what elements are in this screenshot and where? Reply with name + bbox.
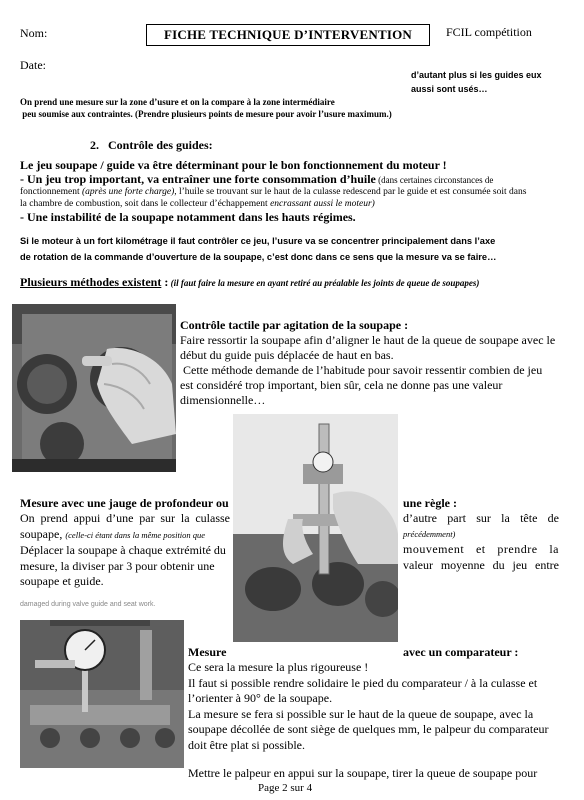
bullet-oil-line2-italic: (après une forte charge), — [82, 187, 177, 197]
methods-note: (il faut faire la mesure en ayant retiré au préalable les joints de queue de soupapes) — [168, 278, 480, 288]
continued-note-line1: d’autant plus si les guides eux — [411, 70, 542, 80]
tactile-line3: Cette méthode demande de l’habitude pour savoir ressentir combien de jeu — [180, 363, 543, 377]
depth-title-left: Mesure avec une jauge de profondeur ou — [20, 496, 229, 510]
comparator-line3: l’orienter à 90° de la soupape. — [188, 691, 333, 705]
depth-body-right — [403, 511, 559, 573]
depth-body-left — [20, 511, 230, 590]
date-label: Date: — [20, 58, 46, 72]
depth-right-line2-italic: précédemment) — [403, 528, 456, 539]
comparator-line5: soupape décollée de sont siège de quelques mm, le palpeur du comparateur — [188, 722, 549, 736]
section-heading: 2. Contrôle des guides: — [90, 138, 213, 152]
comparator-line7: Mettre le palpeur en appui sur la soupape, tirer la queue de soupape pour — [188, 766, 538, 780]
tactile-line1: Faire ressortir la soupape afin d’aligner le haut de la queue de soupape avec le — [180, 333, 556, 347]
bullet-oil-line2-text-b: l’huile se trouvant sur le haut de la culasse redescend par le guide et est consumée soit dans — [176, 187, 527, 197]
photo-depth-gauge-drawing — [233, 414, 398, 642]
photo-caption-fragment: damaged during valve guide and seat work. — [20, 601, 156, 608]
bullet-oil-small: (dans certaines circonstances de — [375, 175, 494, 185]
depth-right-line1: d’autre part sur la tête de — [403, 511, 559, 525]
bullet-oil-line2 — [20, 187, 526, 197]
comparator-line2: Il faut si possible rendre solidaire le pied du comparateur / à la culasse et — [188, 675, 538, 690]
tactile-title: Contrôle tactile par agitation de la soupape : — [180, 318, 409, 332]
comparator-title-right: avec un comparateur : — [403, 645, 519, 659]
depth-left-line2-text: soupape, — [20, 526, 66, 541]
bullet-instability: - Une instabilité de la soupape notamment dans les hauts régimes. — [20, 210, 356, 224]
comparator-title-left: Mesure — [188, 645, 227, 659]
photo-comparator-drawing — [20, 620, 184, 768]
comparator-body — [188, 660, 568, 753]
organization-name: FCIL compétition — [446, 25, 532, 39]
methods-heading-row — [20, 275, 479, 290]
methods-colon: : — [161, 275, 169, 289]
warning-line2: de rotation de la commande d’ouverture de la soupape, c’est donc dans ce sens que la mesure va se faire… — [20, 252, 497, 262]
measure-note-line1: On prend une mesure sur la zone d’usure et on la compare à la zone intermédiaire — [20, 97, 335, 107]
bullet-oil-consumption — [20, 172, 493, 187]
depth-left-line3: Déplacer la soupape à chaque extrémité du — [20, 543, 226, 557]
depth-right-line4: valeur moyenne du jeu entre — [403, 557, 559, 572]
photo-depth-gauge — [233, 414, 398, 642]
page-number: Page 2 sur 4 — [258, 782, 313, 794]
tactile-body — [180, 333, 555, 408]
nom-label: Nom: — [20, 26, 48, 40]
bullet-oil-line3 — [20, 199, 375, 209]
bullet-oil-line3-italic: encrassant aussi le moteur) — [270, 199, 375, 209]
depth-left-line1: On prend appui d’une par sur la culasse — [20, 511, 230, 525]
comparator-line1: Ce sera la mesure la plus rigoureuse ! — [188, 660, 369, 674]
continued-note-line2: aussi sont usés… — [411, 84, 488, 94]
warning-line1: Si le moteur à un fort kilométrage il faut contrôler ce jeu, l’usure va se concentrer principalement dans l’axe — [20, 236, 496, 246]
depth-right-line3: mouvement et prendre la — [403, 542, 559, 556]
depth-left-line4: mesure, la diviser par 3 pour obtenir une — [20, 558, 215, 573]
bullet-oil-bold: - Un jeu trop important, va entraîner une forte consommation d’huile — [20, 172, 376, 186]
bullet-oil-line3-text: la chambre de combustion, soit dans le collecteur d’échappement — [20, 199, 271, 209]
photo-tactile-check-drawing — [12, 304, 176, 472]
depth-left-line2-italic: (celle-ci étant dans la même position que — [65, 529, 206, 540]
depth-left-line2 — [20, 527, 230, 544]
comparator-line6: doit être plat si possible. — [188, 737, 305, 752]
depth-left-line5: soupape et guide. — [20, 574, 104, 588]
photo-comparator — [20, 620, 184, 768]
tactile-line2: début du guide puis déplacée de haut en bas. — [180, 348, 394, 362]
page-title: FICHE TECHNIQUE D’INTERVENTION — [146, 24, 430, 46]
measure-note-line2: peu soumise aux contraintes. (Prendre plusieurs points de mesure pour avoir l’usure maximum.) — [20, 109, 392, 119]
photo-tactile-check — [12, 304, 176, 472]
bullet-oil-line2-text: fonctionnement — [20, 187, 82, 197]
depth-title-right: une règle : — [403, 496, 457, 510]
tactile-line4: est considéré trop important, bien sûr, cela ne donne pas une valeur — [180, 378, 503, 392]
intro-lead: Le jeu soupape / guide va être déterminant pour le bon fonctionnement du moteur ! — [20, 158, 447, 172]
methods-heading: Plusieurs méthodes existent — [20, 275, 162, 289]
tactile-line5: dimensionnelle… — [180, 393, 266, 407]
comparator-line4: La mesure se fera si possible sur le haut de la queue de soupape, avec la — [188, 706, 534, 721]
